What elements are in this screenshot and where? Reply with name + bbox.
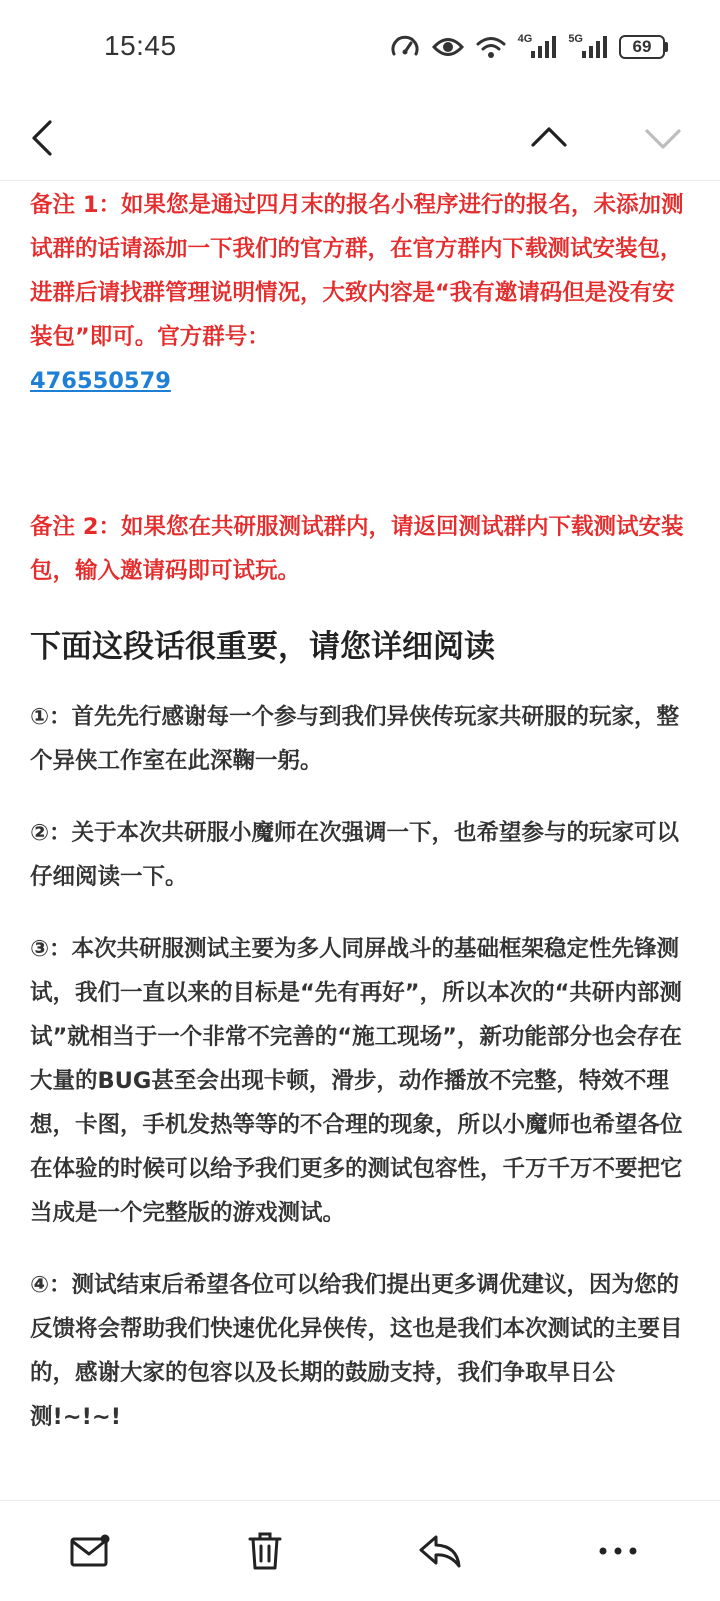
paragraph-3: ③：本次共研服测试主要为多人同屏战斗的基础框架稳定性先锋测试，我们一直以来的目标是“先有再好”，所以本次的“共研内部测试”就相当于一个非常不完善的“施工现场”，新功能部分也会存在大量的BUG甚至会出现卡顿，滑步，动作播放不完整，特效不理想，卡图，手机发热等等的不合理的现象，所以小魔师也希望各位在体验的时候可以给予我们更多的测试包容性，千万千万不要把它当成是一个完整版的游戏测试。 (30, 936, 683, 1226)
reply-icon (418, 1533, 462, 1569)
back-button[interactable] (8, 96, 78, 180)
status-bar (0, 0, 720, 96)
bottom-toolbar (0, 1500, 720, 1601)
battery-icon (619, 35, 668, 59)
note-1 (30, 183, 690, 403)
more-icon (598, 1546, 638, 1556)
mail-unread-icon (69, 1533, 111, 1569)
network-label-4g: 4G (517, 33, 533, 45)
email-body[interactable] (30, 180, 690, 1500)
wifi-icon (476, 35, 506, 59)
delete-button[interactable] (225, 1501, 305, 1601)
chevron-up-icon (529, 123, 569, 153)
signal-4g-icon (518, 35, 557, 59)
chevron-down-icon (643, 123, 683, 153)
reply-button[interactable] (400, 1501, 480, 1601)
battery-level: 69 (619, 35, 665, 59)
network-label-5g: 5G (568, 33, 583, 45)
previous-email-button[interactable] (514, 96, 584, 180)
status-icons (390, 34, 668, 60)
top-nav-bar (0, 96, 720, 181)
paragraph-2: ②：关于本次共研服小魔师在次强调一下，也希望参与的玩家可以仔细阅读一下。 (30, 820, 680, 890)
paragraph-1: ①：首先先行感谢每一个参与到我们异侠传玩家共研服的玩家，整个异侠工作室在此深鞠一躬。 (30, 704, 680, 774)
paragraph-4: ④：测试结束后希望各位可以给我们提出更多调优建议，因为您的反馈将会帮助我们快速优化异侠传，这也是我们本次测试的主要目的，感谢大家的包容以及长期的鼓励支持，我们争取早日公测!~!~! (30, 1272, 683, 1430)
important-heading: 下面这段话很重要，请您详细阅读 (30, 629, 495, 665)
next-email-button[interactable] (628, 96, 698, 180)
eye-icon (432, 36, 464, 58)
status-time: 15:45 (104, 30, 177, 61)
group-number-link[interactable]: 476550579 (30, 368, 171, 394)
mark-unread-button[interactable] (50, 1501, 130, 1601)
note-1-text: 备注 1：如果您是通过四月末的报名小程序进行的报名，未添加测试群的话请添加一下我们的官方群，在官方群内下载测试安装包，进群后请找群管理说明情况，大致内容是“我有邀请码但是没有安装包”即可。官方群号： (30, 192, 684, 350)
chevron-left-icon (28, 118, 58, 158)
more-button[interactable] (578, 1501, 658, 1601)
speed-icon (390, 34, 420, 60)
note-2: 备注 2：如果您在共研服测试群内，请返回测试群内下载测试安装包，输入邀请码即可试玩。 (30, 514, 684, 584)
signal-5g-icon (568, 35, 607, 59)
trash-icon (247, 1531, 283, 1571)
